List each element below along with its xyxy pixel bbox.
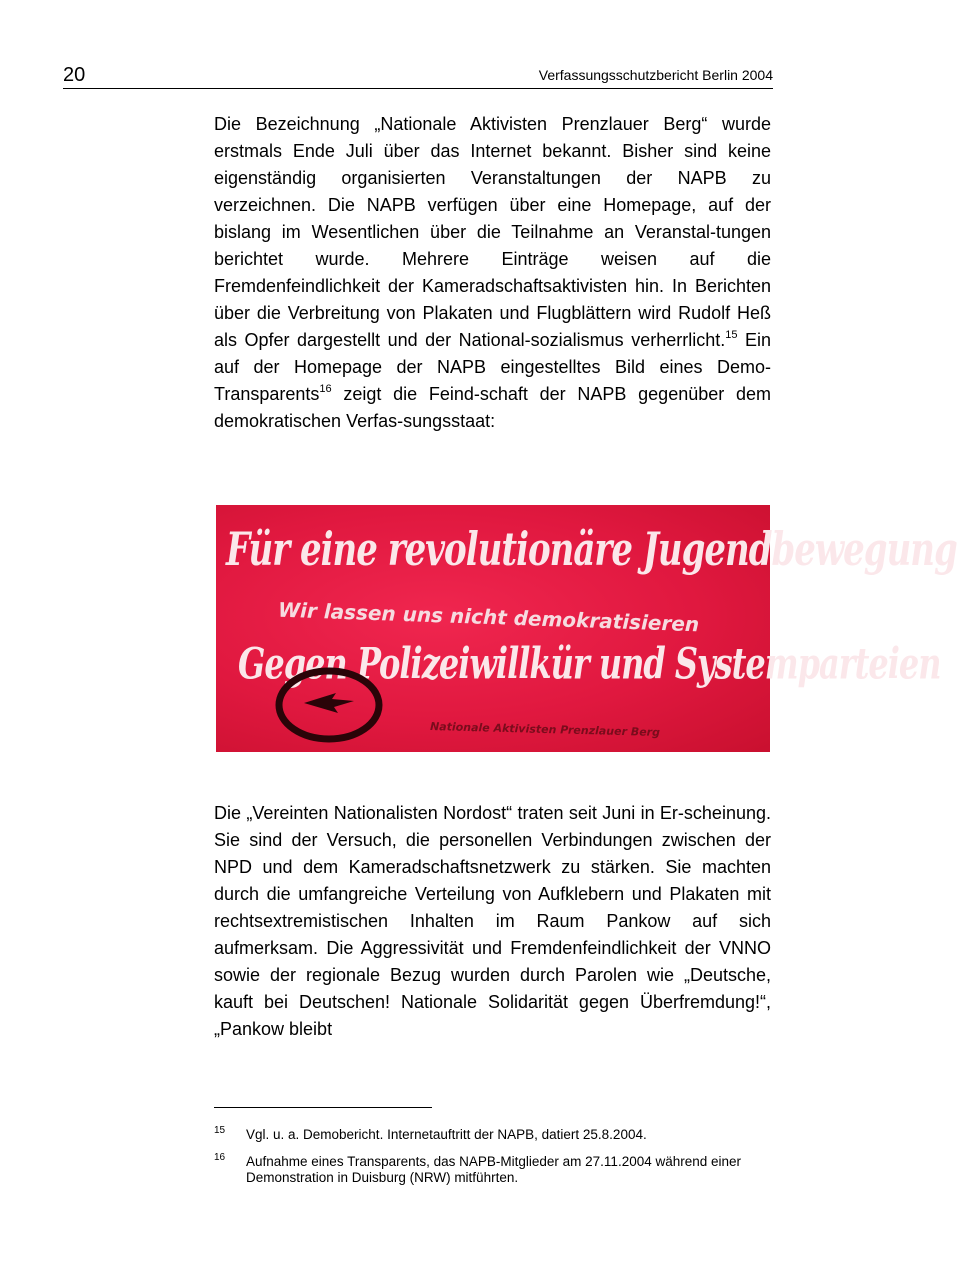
emblem-icon (274, 665, 384, 745)
paragraph-text: Ein auf der Homepage der NAPB eingestelltes Bild eines Demo-Transparents (214, 330, 771, 404)
page-header (63, 62, 773, 89)
footnote-ref-16[interactable]: 16 (319, 383, 332, 395)
footnote-15 (214, 1127, 771, 1143)
banner-slogan-1: Für eine revolutionäre Jugendbewegung (226, 523, 957, 577)
footnote-ref-15[interactable]: 15 (725, 329, 738, 341)
footnote-number: 16 (214, 1152, 226, 1163)
running-title: Verfassungsschutzbericht Berlin 2004 (538, 67, 773, 83)
banner-signature: Nationale Aktivisten Prenzlauer Berg (429, 719, 661, 740)
footnote-16 (214, 1154, 771, 1186)
body-paragraph-2: Die „Vereinten Nationalisten Nordost“ traten seit Juni in Er-scheinung. Sie sind der Versuch, die personellen Verbindungen zwischen der NPD und dem Kameradschaftsnetzwerk zu stärken. Sie machten durch die umfangreiche Verteilung von Aufklebern und Plakaten mit rechtsextremistischen Inhalten im Raum Pankow auf sich aufmerksam. Die Aggressivität und Fremdenfeindlichkeit der VNNO sowie der regionale Bezug wurden durch Parolen wie „Deutsche, kauft bei Deutschen! Nationale Solidarität gegen Überfremdung!“, „Pankow bleibt (214, 803, 771, 1039)
paragraph-text: zeigt die Feind-schaft der NAPB gegenüber dem demokratischen Verfas-sungsstaat: (214, 384, 771, 431)
paragraph-text: Die Bezeichnung „Nationale Aktivisten Prenzlauer Berg“ wurde erstmals Ende Juli über das Internet bekannt. Bisher sind keine eigenständig organisierten Veranstaltungen der NAPB zu verzeichnen. Die NAPB verfügen über eine Homepage, auf der bislang im Wesentlichen über die Teilnahme an Veranstal-tungen berichtet wurde. Mehrere Einträge weisen auf die Fremdenfeindlichkeit der Kameradschaftsaktivisten hin. In Berichten über die Verbreitung von Plakaten und Flugblättern wird Rudolf Heß als Opfer dargestellt und der National-sozialismus verherrlicht. (214, 114, 771, 350)
body-paragraph-1 (214, 111, 771, 435)
banner-slogan-2: Wir lassen uns nicht demokratisieren (277, 597, 700, 637)
banner-photo (216, 505, 957, 752)
banner-slogan-3: Gegen Polizeiwillkür und Systemparteien (238, 638, 941, 690)
page-number: 20 (63, 64, 86, 86)
footnote-text: Vgl. u. a. Demobericht. Internetauftritt der NAPB, datiert 25.8.2004. (246, 1127, 647, 1142)
footnote-text: Aufnahme eines Transparents, das NAPB-Mitglieder am 27.11.2004 während einer Demonstration in Duisburg (NRW) mitführten. (246, 1154, 742, 1185)
footnote-number: 15 (214, 1125, 226, 1136)
footnote-separator (214, 1107, 432, 1108)
